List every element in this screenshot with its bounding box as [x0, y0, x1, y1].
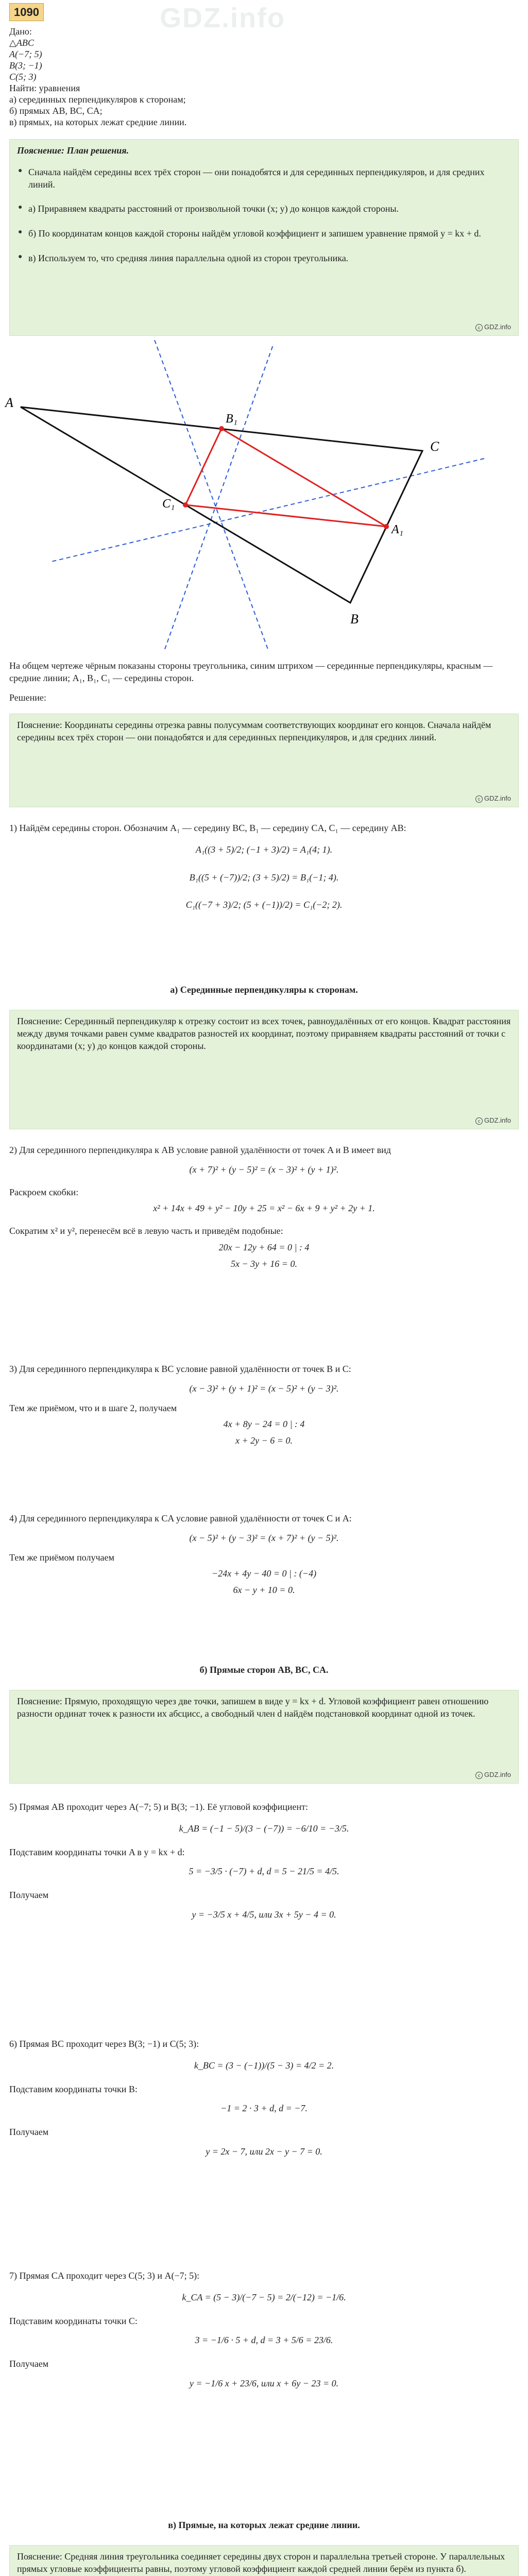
step5-sub: Подставим координаты точки A в y = kx + d:: [9, 1846, 185, 1857]
line-hint-credit: c GDZ.info: [475, 1770, 511, 1779]
label-b: B: [350, 612, 359, 626]
step1-intro: 1) Найдём середины сторон. Обозначим A₁ — середину BC, B₁ — середину CA, C₁ — середину AB:: [9, 823, 406, 833]
find-label: Найти: уравнения: [9, 83, 80, 93]
midline-hint-text: Пояснение: Средняя линия треугольника соединяет середины двух сторон и параллельна третьей стороне. У параллельных прямых угловые коэффициенты равны, поэтому угловой коэффициент каждой средней линии берём из пункта б).: [17, 2551, 505, 2574]
perpendicular-hint-credit: c GDZ.info: [475, 1116, 511, 1125]
solution-label: Решение:: [9, 692, 46, 703]
step7-line: y = −1/6 x + 23/6, или x + 6y − 23 = 0.: [189, 2378, 339, 2388]
midline-b1c1: [185, 429, 222, 505]
point-a1: [384, 524, 389, 529]
step4-same: Тем же приёмом получаем: [9, 1552, 114, 1563]
step2-open: Раскроем скобки:: [9, 1187, 79, 1197]
part-c-heading: в) Прямые, на которых лежат средние линии.: [168, 2520, 360, 2530]
step2-intro: 2) Для серединного перпендикуляра к AB условие равной удалённости от точек A и B имеет вид: [9, 1145, 391, 1155]
task-number: 1090: [9, 3, 44, 21]
step6-intro: 6) Прямая BC проходит через B(3; −1) и C(5; 3):: [9, 2039, 199, 2049]
given-label: Дано:: [9, 26, 32, 37]
plan-bullet-3: ● б) По координатам концов каждой стороны найдём угловой коэффициент и запишем уравнение прямой y = kx + d.: [28, 228, 511, 240]
step2-cancel: Сократим x² и y², перенесём всё в левую часть и приведём подобные:: [9, 1226, 283, 1236]
perpendicular-ca: [165, 345, 273, 649]
step7-sub: Подставим координаты точки C:: [9, 2315, 138, 2326]
label-c: C: [430, 439, 439, 454]
step1-b1: B₁((5 + (−7))/2; (3 + 5)/2) = B₁(−1; 4).: [189, 872, 339, 883]
step7-intro: 7) Прямая CA проходит через C(5; 3) и A(−7; 5):: [9, 2270, 200, 2281]
label-c1: C₁: [162, 497, 175, 511]
label-a: A: [5, 395, 13, 410]
midpoint-hint-text: Пояснение: Координаты середины отрезка равны полусуммам соответствующих координат его концов. Сначала найдём середины всех трёх сторон — они понадобятся и для серединных перпендикуляров, и для средних линий.: [17, 720, 491, 742]
perpendicular-bc: [52, 459, 484, 562]
midpoint-hint: [9, 714, 519, 807]
step4-eq1: (x − 5)² + (y − 3)² = (x + 7)² + (y − 5)².: [189, 1532, 339, 1543]
watermark-logo: GDZ.info: [160, 3, 285, 33]
point-b1: [219, 426, 224, 431]
midpoint-hint-credit: c GDZ.info: [475, 794, 511, 803]
given-triangle: △ABC: [9, 38, 34, 48]
label-a1: A₁: [391, 523, 404, 536]
step2-eq4: 5x − 3y + 16 = 0.: [231, 1258, 297, 1269]
step4-intro: 4) Для серединного перпендикуляра к CA условие равной удалённости от точек C и A:: [9, 1513, 352, 1523]
plan-bullet-2: ● а) Приравняем квадраты расстояний от произвольной точки (x; y) до концов каждой стороны.: [28, 203, 511, 215]
step5-get: Получаем: [9, 1890, 49, 1900]
step3-eq2: 4x + 8y − 24 = 0 | : 4: [223, 1419, 305, 1430]
step3-intro: 3) Для серединного перпендикуляра к BC условие равной удалённости от точек B и C:: [9, 1364, 351, 1374]
step4-eq2: −24x + 4y − 40 = 0 | : (−4): [211, 1568, 317, 1579]
label-b1: B₁: [226, 412, 238, 426]
step6-get: Получаем: [9, 2127, 49, 2137]
step5-d: 5 = −3/5 · (−7) + d, d = 5 − 21/5 = 4/5.: [189, 1866, 339, 1877]
step6-d: −1 = 2 · 3 + d, d = −7.: [220, 2103, 308, 2114]
line-hint-text: Пояснение: Прямую, проходящую через две точки, запишем в виде y = kx + d. Угловой коэффициент равен отношению разности ординат точек к разности их абсцисс, а свободный член d найдём подстановкой координат одной из точек.: [17, 1696, 489, 1719]
step6-sub: Подставим координаты точки B:: [9, 2083, 138, 2094]
point-c1: [183, 502, 188, 507]
step7-get: Получаем: [9, 2359, 49, 2369]
step3-eq1: (x − 3)² + (y + 1)² = (x − 5)² + (y − 3)².: [189, 1383, 339, 1394]
diagram-caption: На общем чертеже чёрным показаны стороны треугольника, синим штрихом — серединные перпендикуляры, красным — средние линии; A₁, B₁, C₁ — середины сторон.: [9, 660, 493, 683]
plan-bullet-1: ● Сначала найдём середины всех трёх сторон — они понадобятся и для серединных перпендикуляров, и для средних линий.: [28, 166, 511, 191]
step2-eq2: x² + 14x + 49 + y² − 10y + 25 = x² − 6x + 9 + y² + 2y + 1.: [153, 1203, 375, 1214]
perpendicular-ab: [155, 340, 268, 649]
given-point-b: B(3; −1): [9, 60, 42, 71]
step6-k: k_BC = (3 − (−1))/(5 − 3) = 4/2 = 2.: [194, 2060, 334, 2071]
part-a-heading: а) Серединные перпендикуляры к сторонам.: [170, 985, 358, 995]
step7-d: 3 = −1/6 · 5 + d, d = 3 + 5/6 = 23/6.: [195, 2335, 333, 2346]
step1-c1: C₁((−7 + 3)/2; (5 + (−1))/2) = C₁(−2; 2).: [185, 900, 343, 910]
triangle-abc: [21, 407, 422, 603]
plan-credit: c GDZ.info: [475, 323, 511, 331]
find-item-b: б) прямых AB, BC, CA;: [9, 106, 103, 116]
step2-eq3: 20x − 12y + 64 = 0 | : 4: [218, 1242, 310, 1252]
step3-eq3: x + 2y − 6 = 0.: [235, 1435, 293, 1446]
given-point-a: A(−7; 5): [9, 49, 42, 59]
step5-k: k_AB = (−1 − 5)/(3 − (−7)) = −6/10 = −3/5.: [179, 1823, 349, 1834]
plan-title: Пояснение: План решения.: [17, 145, 129, 156]
step3-same: Тем же приёмом, что и в шаге 2, получаем: [9, 1402, 177, 1413]
given-point-c: C(5; 3): [9, 72, 37, 82]
find-item-a: а) серединных перпендикуляров к сторонам;: [9, 94, 186, 105]
step7-k: k_CA = (5 − 3)/(−7 − 5) = 2/(−12) = −1/6.: [182, 2292, 346, 2302]
step5-line: y = −3/5 x + 4/5, или 3x + 5y − 4 = 0.: [192, 1909, 336, 1920]
step4-eq3: 6x − y + 10 = 0.: [233, 1585, 295, 1595]
part-b-heading: б) Прямые сторон AB, BC, CA.: [199, 1665, 329, 1675]
step5-intro: 5) Прямая AB проходит через A(−7; 5) и B(3; −1). Её угловой коэффициент:: [9, 1802, 308, 1812]
given-block: [9, 26, 186, 128]
perpendicular-hint-text: Пояснение: Серединный перпендикуляр к отрезку состоит из всех точек, равноудалённых от его концов. Квадрат расстояния между двумя точками равен сумме квадратов разностей их координат, поэтому приравняем квадраты расстояний от точки с координатами (x; y) до концов каждой стороны.: [17, 1016, 511, 1051]
triangle-diagram: [0, 340, 528, 649]
step1-a1: A₁((3 + 5)/2; (−1 + 3)/2) = A₁(4; 1).: [195, 844, 333, 855]
find-item-c: в) прямых, на которых лежат средние линии.: [9, 117, 187, 127]
line-hint: [9, 1690, 519, 1784]
plan-hint: [9, 139, 519, 336]
perpendicular-hint: [9, 1010, 519, 1129]
midline-hint: [9, 2545, 519, 2576]
step2-eq1: (x + 7)² + (y − 5)² = (x − 3)² + (y + 1)².: [189, 1164, 339, 1175]
plan-bullet-4: ● в) Используем то, что средняя линия параллельна одной из сторон треугольника.: [28, 252, 511, 265]
step6-line: y = 2x − 7, или 2x − y − 7 = 0.: [206, 2146, 322, 2157]
